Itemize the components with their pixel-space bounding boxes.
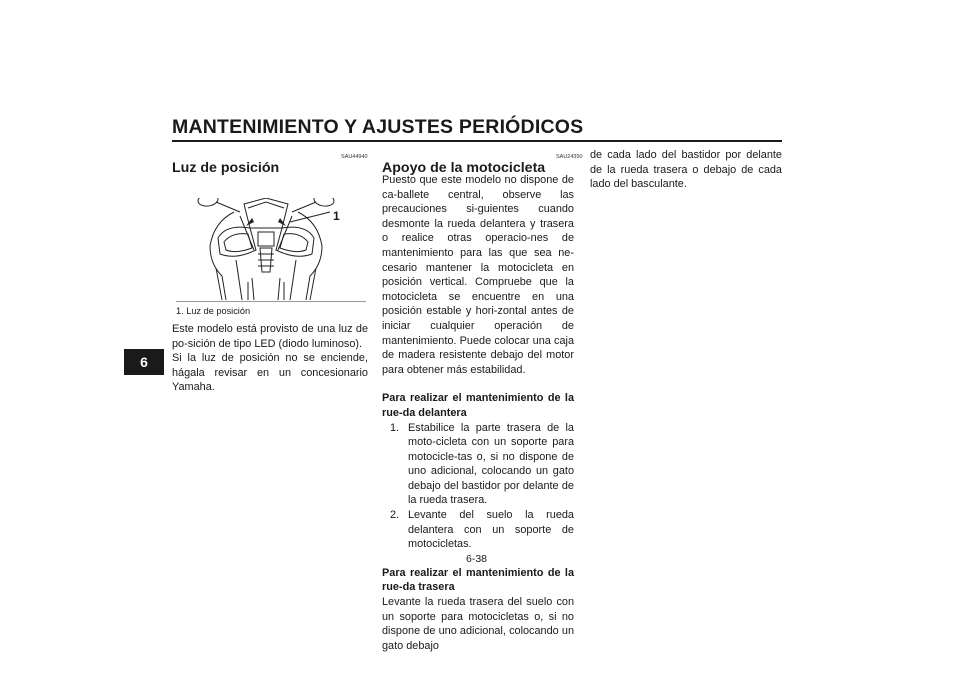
middle-column-text — [382, 173, 574, 653]
rear-wheel-heading: Para realizar el mantenimiento de la rue-da trasera — [382, 566, 574, 594]
section-code: SAU24350 — [556, 154, 583, 160]
page-number: 6-38 — [466, 553, 488, 565]
left-column-text — [172, 322, 368, 395]
paragraph: Este modelo está provisto de una luz de po-sición de tipo LED (diodo luminoso). — [172, 323, 368, 350]
section-code: SAU44940 — [341, 154, 368, 160]
paragraph: de cada lado del bastidor por delante de la rueda trasera o debajo de cada lado del basculante. — [590, 149, 782, 191]
position-light-illustration — [196, 198, 336, 300]
section-heading: Luz de posición — [172, 160, 280, 176]
figure-callout: 1 — [333, 209, 340, 223]
title-divider — [172, 140, 782, 142]
caption-divider — [176, 301, 366, 302]
list-item — [382, 421, 574, 509]
intro-paragraph: Puesto que este modelo no dispone de ca-ballete central, observe las precauciones si-guientes cuando desmonte la rueda delantera y trasera o realice otras operacio-nes de mantenimiento para las que sea ne-cesario mantener la motocicleta en posición vertical. Compruebe que la motocicleta se encuentre en una posición estable y hori-zontal antes de iniciar cualquier operación de mantenimiento. Puede colocar una caja de madera resistente debajo del motor para obtener más estabilidad. — [382, 174, 574, 376]
figure-caption: 1. Luz de posición — [176, 306, 251, 316]
step-text: Estabilice la parte trasera de la moto-cicleta con un soporte para motocicle-tas o, si no dispone de uno adicional, colocando un gato debajo del bastidor por delante de la rueda trasera. — [408, 421, 574, 507]
section-heading: Apoyo de la motocicleta — [382, 160, 546, 176]
page-title: MANTENIMIENTO Y AJUSTES PERIÓDICOS — [172, 116, 584, 138]
step-number: 1. — [390, 421, 400, 434]
list-item — [382, 508, 574, 552]
front-wheel-heading: Para realizar el mantenimiento de la rue-da delantera — [382, 392, 574, 419]
paragraph: Levante la rueda trasera del suelo con un soporte para motocicletas o, si no dispone de uno adicional, colocando un gato debajo — [382, 596, 574, 652]
paragraph: Si la luz de posición no se enciende, hágala revisar en un concesionario Yamaha. — [172, 352, 368, 394]
step-number: 2. — [390, 509, 400, 522]
step-text: Levante del suelo la rueda delantera con un soporte de motocicletas. — [408, 509, 574, 551]
right-column-text — [590, 148, 782, 192]
chapter-tab: 6 — [124, 349, 164, 375]
